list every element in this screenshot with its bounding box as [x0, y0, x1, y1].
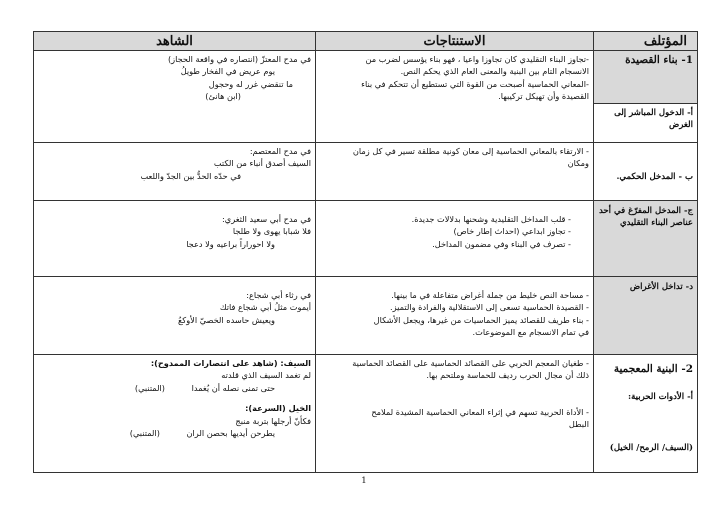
row1-category: [594, 51, 698, 143]
text-line: ذلك أن مجال الحرب رديف للحماسة وملتحم بها.: [426, 370, 589, 381]
text-line: البطل: [568, 419, 589, 430]
text-line: ومكان: [567, 158, 589, 169]
verse-heading: الخيل (السرعة):: [245, 403, 311, 414]
spacer: [38, 394, 311, 402]
header-muatalif: المؤتلف: [594, 32, 698, 51]
verse-line: السيف أصدق أنباء من الكتب: [213, 158, 311, 169]
verse-text: يطرحن أيديها بحصن الران: [186, 428, 275, 439]
header-evidence: الشاهد: [34, 32, 316, 51]
analysis-table: [33, 31, 698, 473]
row5-conclusions: [316, 355, 594, 473]
verse-line: ويعيش حاسده الخصيّ الأوكعُ: [177, 314, 275, 325]
text-line: - تصرف في البناء وفي مضمون المداخل.: [432, 238, 571, 249]
text-line: الانسجام التام بين البنية والمعنى العام الذي يحكم النص.: [400, 66, 589, 77]
text-line: - الارتقاء بالمعاني الحماسية إلى معان كونية مطلقة تسير في كل زمان: [352, 146, 589, 156]
verse-line: لم تغمد السيف الذي قلدته: [221, 370, 311, 381]
row2-category: ب - المدخل الحكمي.: [594, 143, 698, 201]
header-row: [34, 32, 698, 51]
page-number: 1: [361, 476, 367, 486]
table-row: [34, 143, 698, 201]
text-line: - طغيان المعجم الحربي على القصائد الحماسية على القصائد الحماسية: [352, 358, 589, 368]
spacer: [320, 390, 589, 398]
verse-line: في حدّه الحدُّ بين الجدّ واللعب: [140, 170, 241, 181]
text-line: - بناء طريف للقصائد يميز الحماسيات من غيرها، ويجعل الأشكال: [373, 314, 589, 325]
text-line: -المعاني الحماسية أصبحت من القوة التي تستطيع أن تتحكم في بناء: [361, 78, 589, 89]
row3-category: ج- المدخل المفرّغ في أحد عناصر البناء التقليدي: [594, 201, 698, 277]
row2-evidence: [34, 143, 316, 201]
verse-line: [38, 382, 311, 394]
table-row: [34, 355, 698, 473]
row5-items: (السيف/ الرمح/ الخيل): [609, 442, 693, 453]
verse-line: أيموت مثلُ أبي شجاع فاتك: [219, 302, 311, 313]
row1-conclusions: [316, 51, 594, 143]
text-line: - مساحة النص خليط من جملة أغراض متفاعلة في ما بينها.: [391, 290, 589, 300]
verse-line: في مدح أبي سعيد الثغري:: [222, 214, 311, 224]
verse-line: في مدح المعتزّ (انتصاره في واقعة الحجاز): [167, 54, 311, 64]
row4-evidence: [34, 277, 316, 355]
verse-line: [38, 427, 311, 439]
row5-category: [594, 355, 698, 473]
verse-heading: السيف: (شاهد على انتصارات الممدوح):: [150, 358, 311, 368]
spacer: [320, 382, 589, 390]
row5-title: 2- البنية المعجمية: [613, 363, 693, 375]
verse-text: حتى تمنى نصله أن يُغمدا: [191, 382, 275, 393]
text-line: في تمام الانسجام مع الموضوعات.: [472, 327, 589, 338]
document-page: [33, 31, 697, 473]
row5-sub: أ- الأدوات الحربية:: [627, 392, 693, 403]
poet-name: (المتنبي): [129, 428, 160, 439]
row1-evidence: [34, 51, 316, 143]
row3-evidence: [34, 201, 316, 277]
poet-name: (ابن هانئ): [205, 91, 241, 102]
row3-conclusions: [316, 201, 594, 277]
header-conclusions: الاستنتاجات: [316, 32, 594, 51]
table-row: [34, 51, 698, 143]
table-row: [34, 277, 698, 355]
verse-line: يوم عريض في الفخار طويلُ: [180, 66, 275, 77]
verse-line: ولا احوراراً براعيه ولا دعجا: [186, 238, 275, 249]
text-line: - القصيدة الحماسية تسعى إلى الاستقلالية والفرادة والتميز.: [390, 302, 589, 313]
spacer: [320, 398, 589, 406]
row1-sub: أ- الدخول المباشر إلى الغرض: [594, 103, 697, 135]
table-row: [34, 201, 698, 277]
text-line: - تجاوز ابداعي (احداث إطار خاص): [453, 226, 571, 237]
verse-line: فلا شبابا يهوى ولا طلجا: [232, 226, 311, 237]
verse-line: ما تنقضي غرر له وحجول: [208, 78, 293, 89]
row5-evidence: [34, 355, 316, 473]
text-line: -تجاوز البناء التقليدي كان تجاوزا واعيا ، فهو بناء يؤسس لضرب من: [365, 54, 589, 64]
text-line: - الأداة الحربية تسهم في إثراء المعاني الحماسية المشيدة لملامح: [371, 406, 589, 417]
verse-line: فكأنّ أرجلها بتربة منبج: [235, 415, 311, 426]
row4-category: د- تداخل الأغراض: [594, 277, 698, 355]
row4-conclusions: [316, 277, 594, 355]
text-line: القصيدة وأن تهيكل تركيبها.: [498, 91, 589, 102]
poet-name: (المتنبي): [134, 382, 166, 393]
text-line: - قلب المداخل التقليدية وشحنها بدلالات جديدة.: [411, 214, 571, 224]
row2-conclusions: [316, 143, 594, 201]
verse-line: في مدح المعتصم:: [249, 146, 311, 156]
verse-line: في رثاء أبي شجاع:: [246, 290, 311, 300]
row1-title: 1- بناء القصيدة: [594, 51, 697, 103]
